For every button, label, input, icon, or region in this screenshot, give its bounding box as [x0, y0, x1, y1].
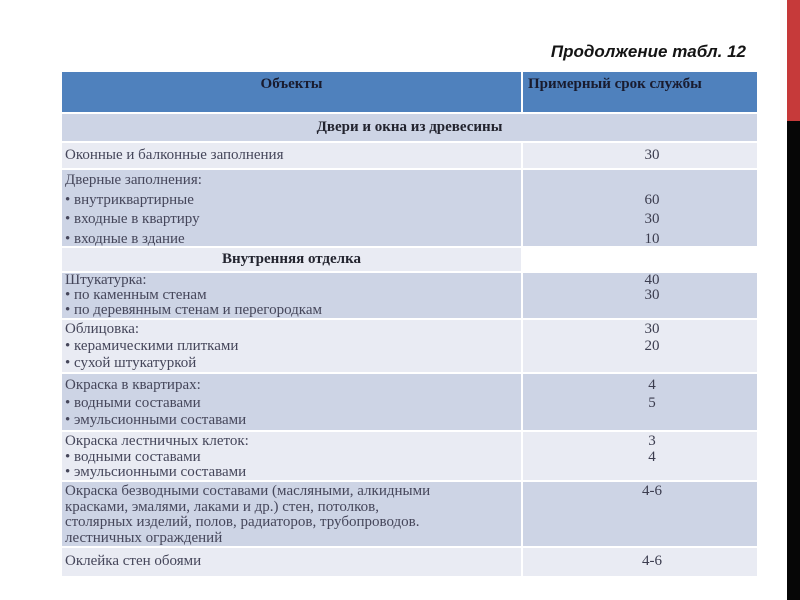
object-line: Окраска лестничных клеток:: [65, 434, 249, 449]
object-line: • водными составами: [65, 394, 201, 411]
service-life-value: [547, 500, 757, 516]
table-row: [62, 482, 757, 546]
object-line: • водными составами: [65, 449, 201, 465]
service-life-table: [62, 72, 757, 578]
table-section-row: [62, 114, 757, 141]
object-line: • по каменным стенам: [65, 288, 207, 303]
service-life-value: [547, 303, 757, 318]
object-line: Штукатурка:: [65, 273, 147, 288]
red-accent-bar: [787, 0, 800, 121]
page-title: Продолжение табл. 12: [550, 42, 746, 61]
object-line: • сухой штукатуркой: [65, 355, 197, 371]
object-cell: [62, 432, 521, 480]
object-cell: [62, 548, 521, 576]
section-header-label: Двери и окна из древесины: [62, 114, 757, 141]
object-line: Окраска безводными составами (масляными, алкидными: [65, 484, 431, 499]
object-cell: [62, 374, 521, 430]
service-life-cell: [523, 432, 757, 480]
table-row: [62, 170, 757, 246]
table-row: [62, 374, 757, 430]
column-header-objects: Объекты: [62, 72, 521, 112]
service-life-value: 30: [644, 211, 660, 227]
service-life-value: 40: [644, 273, 660, 288]
object-line: • входные в здание: [65, 230, 185, 246]
service-life-cell: [523, 143, 757, 168]
table-row: [62, 432, 757, 480]
service-life-cell: [523, 320, 757, 372]
object-line: Оклейка стен обоями: [65, 553, 202, 569]
table-section-row: [62, 248, 757, 271]
table-body: [62, 114, 757, 576]
service-life-value: 4: [648, 449, 656, 465]
service-life-value: [547, 171, 757, 191]
service-life-value: 60: [644, 191, 660, 208]
service-life-value: [547, 531, 757, 547]
table-header-row: [62, 72, 757, 112]
table-row: [62, 548, 757, 576]
service-life-cell: [523, 374, 757, 430]
service-life-value: 4-6: [642, 553, 662, 569]
object-line: • керамическими плитками: [65, 338, 239, 354]
service-life-value: 20: [644, 338, 660, 354]
object-cell: [62, 320, 521, 372]
object-line: лестничных ограждений: [65, 530, 223, 546]
service-life-value: 30: [644, 321, 660, 337]
object-line: Дверные заполнения:: [65, 172, 202, 188]
service-life-cell: [523, 548, 757, 576]
service-life-value: 4: [648, 377, 656, 393]
table-row: [62, 273, 757, 318]
column-header-service-life: Примерный срок службы: [523, 72, 757, 112]
service-life-value: 30: [644, 288, 660, 303]
service-life-cell: [523, 170, 757, 246]
service-life-value: 3: [648, 434, 656, 449]
service-life-value: [547, 465, 757, 480]
object-line: • внутриквартирные: [65, 191, 194, 208]
object-cell: [62, 273, 521, 318]
service-life-value: [547, 515, 757, 531]
section-header-label: Внутренняя отделка: [62, 248, 521, 271]
object-line: • эмульсионными составами: [65, 465, 247, 480]
object-line: красками, эмалями, лаками и др.) стен, потолков,: [65, 499, 379, 515]
object-cell: [62, 143, 521, 168]
object-line: Облицовка:: [65, 321, 140, 337]
service-life-value: 5: [648, 394, 656, 411]
table-row: [62, 143, 757, 168]
service-life-cell: [523, 482, 757, 546]
object-cell: [62, 482, 521, 546]
black-accent-bar: [787, 121, 800, 600]
object-line: • по деревянным стенам и перегородкам: [65, 303, 322, 318]
object-line: • входные в квартиру: [65, 211, 200, 227]
service-life-value: 30: [644, 147, 660, 163]
service-life-cell: [523, 273, 757, 318]
service-life-value: [547, 412, 757, 430]
object-line: столярных изделий, полов, радиаторов, трубопроводов.: [65, 515, 420, 530]
object-cell: [62, 170, 521, 246]
object-line: • эмульсионными составами: [65, 412, 247, 428]
service-life-value: 10: [644, 230, 660, 246]
object-line: Окраска в квартирах:: [65, 377, 201, 393]
service-life-value: 4-6: [642, 484, 662, 499]
service-life-value: [547, 355, 757, 372]
object-line: Оконные и балконные заполнения: [65, 147, 284, 163]
table-row: [62, 320, 757, 372]
